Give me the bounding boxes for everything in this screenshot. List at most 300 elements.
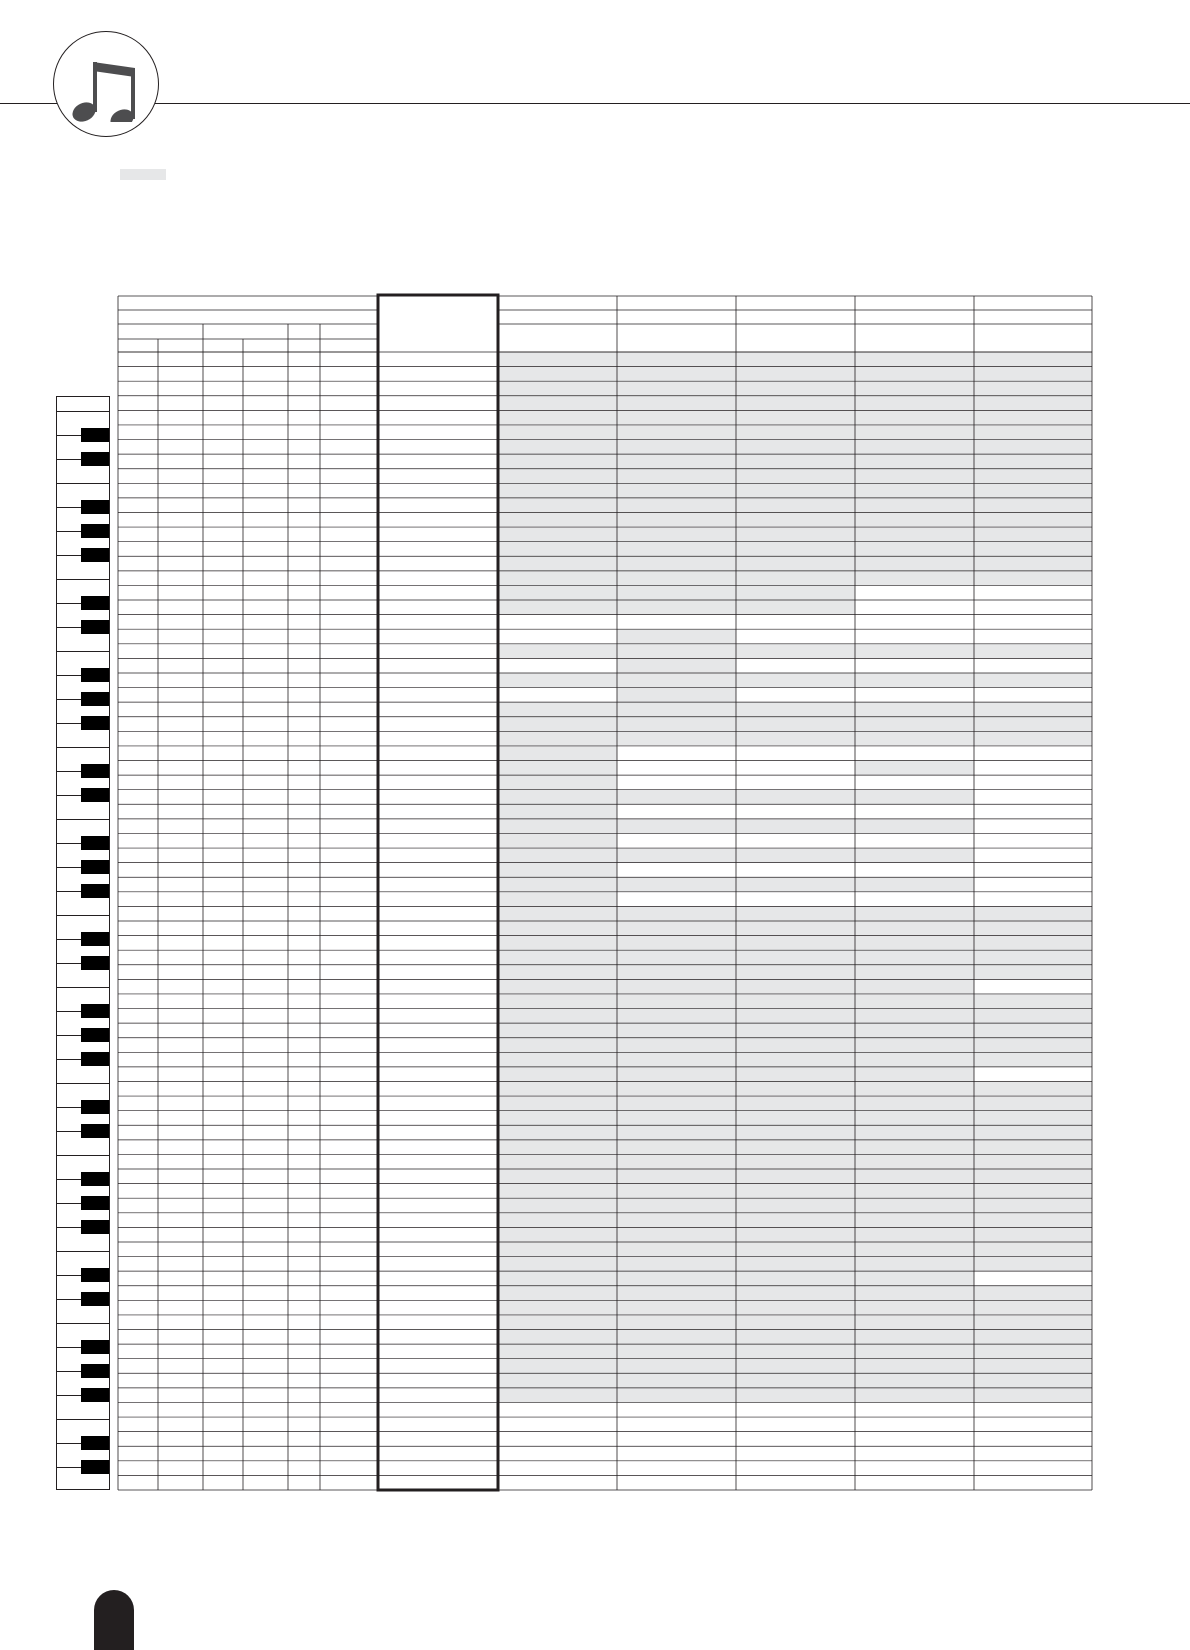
shaded-cell xyxy=(855,571,974,586)
shaded-cell xyxy=(498,1096,617,1111)
shaded-cell xyxy=(974,965,1092,980)
shaded-cell xyxy=(617,921,736,936)
shaded-cell xyxy=(498,979,617,994)
shaded-cell xyxy=(974,950,1092,965)
shaded-cell xyxy=(855,673,974,688)
shaded-cell xyxy=(974,1023,1092,1038)
shaded-cell xyxy=(498,1315,617,1330)
shaded-cell xyxy=(617,950,736,965)
shaded-cell xyxy=(736,1271,855,1286)
shaded-cell xyxy=(855,1344,974,1359)
shaded-cell xyxy=(974,410,1092,425)
shaded-cell xyxy=(855,1198,974,1213)
shaded-cell xyxy=(736,585,855,600)
shaded-cell xyxy=(736,1344,855,1359)
shaded-cell xyxy=(855,1213,974,1228)
shaded-cell xyxy=(855,1009,974,1024)
shaded-cell xyxy=(498,381,617,396)
shaded-cell xyxy=(617,877,736,892)
shaded-cell xyxy=(736,425,855,440)
shaded-cell xyxy=(498,746,617,761)
highlighted-column-frame xyxy=(378,295,498,1490)
shaded-cell xyxy=(974,1213,1092,1228)
shaded-cell xyxy=(498,1052,617,1067)
shaded-cell xyxy=(617,1359,736,1374)
shaded-cell xyxy=(617,396,736,411)
shaded-cell xyxy=(617,585,736,600)
shaded-cell xyxy=(855,702,974,717)
shaded-cell xyxy=(855,440,974,455)
shaded-cell xyxy=(498,1111,617,1126)
shaded-cell xyxy=(736,1169,855,1184)
shaded-cell xyxy=(974,731,1092,746)
shaded-cell xyxy=(498,1242,617,1257)
shaded-cell xyxy=(498,1330,617,1345)
shaded-cell xyxy=(855,761,974,776)
shaded-cell xyxy=(617,1257,736,1272)
shaded-cell xyxy=(617,352,736,367)
shaded-cell xyxy=(974,1286,1092,1301)
shaded-cell xyxy=(498,1227,617,1242)
shaded-cell xyxy=(974,673,1092,688)
shaded-cell xyxy=(736,483,855,498)
shaded-cell xyxy=(736,469,855,484)
shaded-cell xyxy=(498,1198,617,1213)
shaded-cell xyxy=(617,512,736,527)
shaded-cell xyxy=(855,644,974,659)
shaded-cell xyxy=(617,629,736,644)
shaded-cell xyxy=(736,1096,855,1111)
shaded-cell xyxy=(974,921,1092,936)
shaded-cell xyxy=(974,556,1092,571)
shaded-cell xyxy=(617,527,736,542)
shaded-cell xyxy=(855,819,974,834)
shaded-cell xyxy=(855,1023,974,1038)
shaded-cell xyxy=(736,673,855,688)
shaded-cell xyxy=(617,367,736,382)
page-number-tab xyxy=(94,1590,134,1650)
shaded-cell xyxy=(855,717,974,732)
shaded-cell xyxy=(736,542,855,557)
shaded-cell xyxy=(617,1300,736,1315)
shaded-cell xyxy=(855,1286,974,1301)
shaded-cell xyxy=(498,775,617,790)
shaded-cell xyxy=(498,731,617,746)
shaded-cell xyxy=(498,571,617,586)
shaded-cell xyxy=(498,1125,617,1140)
shaded-cell xyxy=(617,542,736,557)
shaded-cell xyxy=(736,571,855,586)
shaded-cell xyxy=(617,1125,736,1140)
shaded-cell xyxy=(736,1154,855,1169)
shaded-cell xyxy=(736,1009,855,1024)
shaded-cell xyxy=(974,1184,1092,1199)
shaded-cell xyxy=(855,1154,974,1169)
shaded-cell xyxy=(736,1227,855,1242)
shaded-cell xyxy=(736,454,855,469)
shaded-cell xyxy=(736,1213,855,1228)
shaded-cell xyxy=(736,877,855,892)
shaded-cell xyxy=(617,1184,736,1199)
shaded-cell xyxy=(736,717,855,732)
shaded-cell xyxy=(855,731,974,746)
shaded-cell xyxy=(498,761,617,776)
shaded-cell xyxy=(617,381,736,396)
shaded-cell xyxy=(974,1081,1092,1096)
shaded-cell xyxy=(974,1154,1092,1169)
shaded-cell xyxy=(617,556,736,571)
shaded-cell xyxy=(974,542,1092,557)
shaded-cell xyxy=(974,469,1092,484)
shaded-cell xyxy=(855,848,974,863)
shaded-cell xyxy=(617,658,736,673)
shaded-cell xyxy=(617,1242,736,1257)
shaded-cell xyxy=(855,1359,974,1374)
shaded-cell xyxy=(855,994,974,1009)
shaded-cell xyxy=(617,1140,736,1155)
shaded-cell xyxy=(855,352,974,367)
shaded-cell xyxy=(498,585,617,600)
shaded-cell xyxy=(498,600,617,615)
shaded-cell xyxy=(736,921,855,936)
shaded-cell xyxy=(617,702,736,717)
shaded-cell xyxy=(736,600,855,615)
shaded-cell xyxy=(855,425,974,440)
shaded-cell xyxy=(974,1096,1092,1111)
shaded-cell xyxy=(736,1359,855,1374)
shaded-cell xyxy=(974,440,1092,455)
shaded-cell xyxy=(498,542,617,557)
shaded-cell xyxy=(736,731,855,746)
shaded-cell xyxy=(974,994,1092,1009)
shaded-cell xyxy=(498,790,617,805)
shaded-cell xyxy=(974,1227,1092,1242)
shaded-cell xyxy=(974,454,1092,469)
shaded-cell xyxy=(617,1315,736,1330)
shaded-cell xyxy=(736,906,855,921)
shaded-cell xyxy=(974,571,1092,586)
shaded-cell xyxy=(498,1038,617,1053)
shaded-cell xyxy=(855,1388,974,1403)
shaded-cell xyxy=(736,994,855,1009)
shaded-cell xyxy=(736,1067,855,1082)
shaded-cell xyxy=(855,1315,974,1330)
shaded-cell xyxy=(617,483,736,498)
shaded-cell xyxy=(617,673,736,688)
shaded-cell xyxy=(974,527,1092,542)
shaded-cell xyxy=(855,936,974,951)
shaded-cell xyxy=(617,1198,736,1213)
shaded-cell xyxy=(498,1184,617,1199)
shaded-cell xyxy=(498,1271,617,1286)
shaded-cell xyxy=(974,1140,1092,1155)
shaded-cell xyxy=(617,936,736,951)
shaded-cell xyxy=(617,1096,736,1111)
shaded-cell xyxy=(736,1081,855,1096)
shaded-cell xyxy=(855,527,974,542)
shaded-cell xyxy=(855,1184,974,1199)
shaded-cell xyxy=(617,1344,736,1359)
shaded-cell xyxy=(974,1373,1092,1388)
shaded-cell xyxy=(617,1038,736,1053)
shaded-cell xyxy=(974,1052,1092,1067)
shaded-cell xyxy=(498,921,617,936)
shaded-cell xyxy=(498,702,617,717)
shaded-cell xyxy=(617,454,736,469)
shaded-cell xyxy=(498,1023,617,1038)
shaded-cell xyxy=(617,1213,736,1228)
shaded-cell xyxy=(736,1052,855,1067)
shaded-cell xyxy=(974,906,1092,921)
shaded-cell xyxy=(617,1111,736,1126)
shaded-cell xyxy=(855,1052,974,1067)
shaded-cell xyxy=(736,1125,855,1140)
shaded-cell xyxy=(974,1300,1092,1315)
shaded-cell xyxy=(855,367,974,382)
shaded-cell xyxy=(498,1388,617,1403)
shaded-cell xyxy=(736,512,855,527)
shaded-cell xyxy=(498,906,617,921)
shaded-cell xyxy=(736,1111,855,1126)
shaded-cell xyxy=(855,469,974,484)
shaded-cell xyxy=(498,833,617,848)
shaded-cell xyxy=(855,1038,974,1053)
shaded-cell xyxy=(736,352,855,367)
shaded-cell xyxy=(974,1125,1092,1140)
shaded-cell xyxy=(617,731,736,746)
shaded-cell xyxy=(855,542,974,557)
shaded-cell xyxy=(498,673,617,688)
shaded-cell xyxy=(617,1169,736,1184)
shaded-cell xyxy=(855,1096,974,1111)
shaded-cell xyxy=(974,1111,1092,1126)
shaded-cell xyxy=(855,498,974,513)
shaded-cell xyxy=(498,1373,617,1388)
shaded-cell xyxy=(974,498,1092,513)
shaded-cell xyxy=(498,936,617,951)
shaded-cell xyxy=(855,1081,974,1096)
shaded-cell xyxy=(617,1154,736,1169)
shaded-cell xyxy=(855,1169,974,1184)
shaded-cell xyxy=(498,556,617,571)
shaded-cell xyxy=(498,512,617,527)
shaded-cell xyxy=(498,1067,617,1082)
shaded-cell xyxy=(617,1330,736,1345)
shaded-cell xyxy=(498,367,617,382)
shaded-cell xyxy=(974,396,1092,411)
shaded-cell xyxy=(855,454,974,469)
shaded-cell xyxy=(617,1373,736,1388)
shaded-cell xyxy=(974,936,1092,951)
shaded-cell xyxy=(617,440,736,455)
shaded-cell xyxy=(855,965,974,980)
shaded-cell xyxy=(855,1257,974,1272)
shaded-cell xyxy=(498,498,617,513)
shaded-cell xyxy=(736,498,855,513)
shaded-cell xyxy=(855,381,974,396)
shaded-cell xyxy=(855,950,974,965)
shaded-cell xyxy=(498,1359,617,1374)
shaded-cell xyxy=(736,1184,855,1199)
shaded-cell xyxy=(736,1140,855,1155)
shaded-cell xyxy=(498,425,617,440)
shaded-cell xyxy=(498,965,617,980)
shaded-cell xyxy=(498,994,617,1009)
shaded-cell xyxy=(974,367,1092,382)
shaded-cell xyxy=(498,819,617,834)
shaded-cell xyxy=(498,1286,617,1301)
shaded-cell xyxy=(736,410,855,425)
shaded-cell xyxy=(974,717,1092,732)
shaded-cell xyxy=(855,1125,974,1140)
shaded-cell xyxy=(498,950,617,965)
shaded-cell xyxy=(855,512,974,527)
shaded-cell xyxy=(498,527,617,542)
shaded-cell xyxy=(617,1286,736,1301)
shaded-cell xyxy=(498,1344,617,1359)
shaded-cell xyxy=(855,1111,974,1126)
shaded-cell xyxy=(617,644,736,659)
shaded-cell xyxy=(498,1169,617,1184)
shaded-cell xyxy=(617,1052,736,1067)
shaded-cell xyxy=(498,1140,617,1155)
shaded-cell xyxy=(736,979,855,994)
shaded-cell xyxy=(736,440,855,455)
shaded-cell xyxy=(498,1257,617,1272)
shaded-cell xyxy=(855,1330,974,1345)
shaded-cell xyxy=(855,1271,974,1286)
shaded-cell xyxy=(617,469,736,484)
shaded-cell xyxy=(736,644,855,659)
shaded-cell xyxy=(498,1300,617,1315)
shaded-cell xyxy=(974,1344,1092,1359)
shaded-cell xyxy=(617,498,736,513)
shaded-cell xyxy=(736,1257,855,1272)
shaded-cell xyxy=(736,1023,855,1038)
shaded-cell xyxy=(736,950,855,965)
shaded-cell xyxy=(617,790,736,805)
shaded-cell xyxy=(974,1359,1092,1374)
shaded-cell xyxy=(855,979,974,994)
shaded-cell xyxy=(736,790,855,805)
shaded-cell xyxy=(498,483,617,498)
shaded-cell xyxy=(736,965,855,980)
shaded-cell xyxy=(855,1373,974,1388)
shaded-cell xyxy=(736,848,855,863)
shaded-cell xyxy=(974,512,1092,527)
shaded-cell xyxy=(736,1300,855,1315)
shaded-cell xyxy=(617,600,736,615)
shaded-cell xyxy=(974,352,1092,367)
shaded-cell xyxy=(974,483,1092,498)
shaded-cell xyxy=(736,367,855,382)
shaded-cell xyxy=(498,396,617,411)
shaded-cell xyxy=(617,1081,736,1096)
shaded-cell xyxy=(498,644,617,659)
shaded-cell xyxy=(617,819,736,834)
shaded-cell xyxy=(617,994,736,1009)
shaded-cell xyxy=(855,1140,974,1155)
shaded-cell xyxy=(498,892,617,907)
shaded-cell xyxy=(974,644,1092,659)
shaded-cell xyxy=(617,979,736,994)
shaded-cell xyxy=(736,936,855,951)
shaded-cell xyxy=(617,1227,736,1242)
shaded-cell xyxy=(498,1213,617,1228)
shaded-cell xyxy=(974,1330,1092,1345)
shaded-cell xyxy=(498,1081,617,1096)
shaded-cell xyxy=(974,702,1092,717)
shaded-cell xyxy=(855,410,974,425)
shaded-cell xyxy=(498,877,617,892)
shaded-cell xyxy=(617,410,736,425)
shaded-cell xyxy=(855,396,974,411)
shaded-cell xyxy=(855,556,974,571)
shaded-cell xyxy=(974,1315,1092,1330)
shaded-cell xyxy=(855,906,974,921)
shaded-cell xyxy=(617,1023,736,1038)
shaded-cell xyxy=(498,863,617,878)
shaded-cell xyxy=(855,483,974,498)
shaded-cell xyxy=(736,1330,855,1345)
shaded-cell xyxy=(855,1300,974,1315)
shaded-cell xyxy=(736,1038,855,1053)
shaded-cell xyxy=(498,469,617,484)
shaded-cell xyxy=(617,1388,736,1403)
shaded-cell xyxy=(617,848,736,863)
shaded-cell xyxy=(855,1067,974,1082)
shaded-cell xyxy=(736,1388,855,1403)
shaded-cell xyxy=(974,1242,1092,1257)
shaded-cell xyxy=(736,556,855,571)
shaded-cell xyxy=(498,410,617,425)
shaded-cell xyxy=(498,848,617,863)
shaded-cell xyxy=(617,1271,736,1286)
shaded-cell xyxy=(974,1388,1092,1403)
shaded-cell xyxy=(974,381,1092,396)
shaded-cell xyxy=(617,425,736,440)
shaded-cell xyxy=(617,1067,736,1082)
shaded-cell xyxy=(498,1009,617,1024)
shaded-cell xyxy=(736,819,855,834)
shaded-cell xyxy=(736,1198,855,1213)
shaded-cell xyxy=(736,396,855,411)
shaded-cell xyxy=(974,1257,1092,1272)
shaded-cell xyxy=(974,1169,1092,1184)
shaded-cell xyxy=(736,1286,855,1301)
shaded-cell xyxy=(736,1373,855,1388)
shaded-cell xyxy=(736,381,855,396)
shaded-cell xyxy=(498,804,617,819)
shaded-cell xyxy=(617,688,736,703)
shaded-cell xyxy=(498,1154,617,1169)
shaded-cell xyxy=(855,1242,974,1257)
shaded-cell xyxy=(736,702,855,717)
shaded-cell xyxy=(855,877,974,892)
shaded-cell xyxy=(974,425,1092,440)
shaded-cell xyxy=(855,1227,974,1242)
shaded-cell xyxy=(617,1009,736,1024)
shaded-cell xyxy=(855,790,974,805)
shaded-cell xyxy=(736,1242,855,1257)
shaded-cell xyxy=(617,965,736,980)
shaded-cell xyxy=(974,1198,1092,1213)
shaded-cell xyxy=(736,527,855,542)
shaded-cell xyxy=(498,454,617,469)
shaded-cell xyxy=(736,1315,855,1330)
shaded-cell xyxy=(974,1009,1092,1024)
shaded-cell xyxy=(855,921,974,936)
